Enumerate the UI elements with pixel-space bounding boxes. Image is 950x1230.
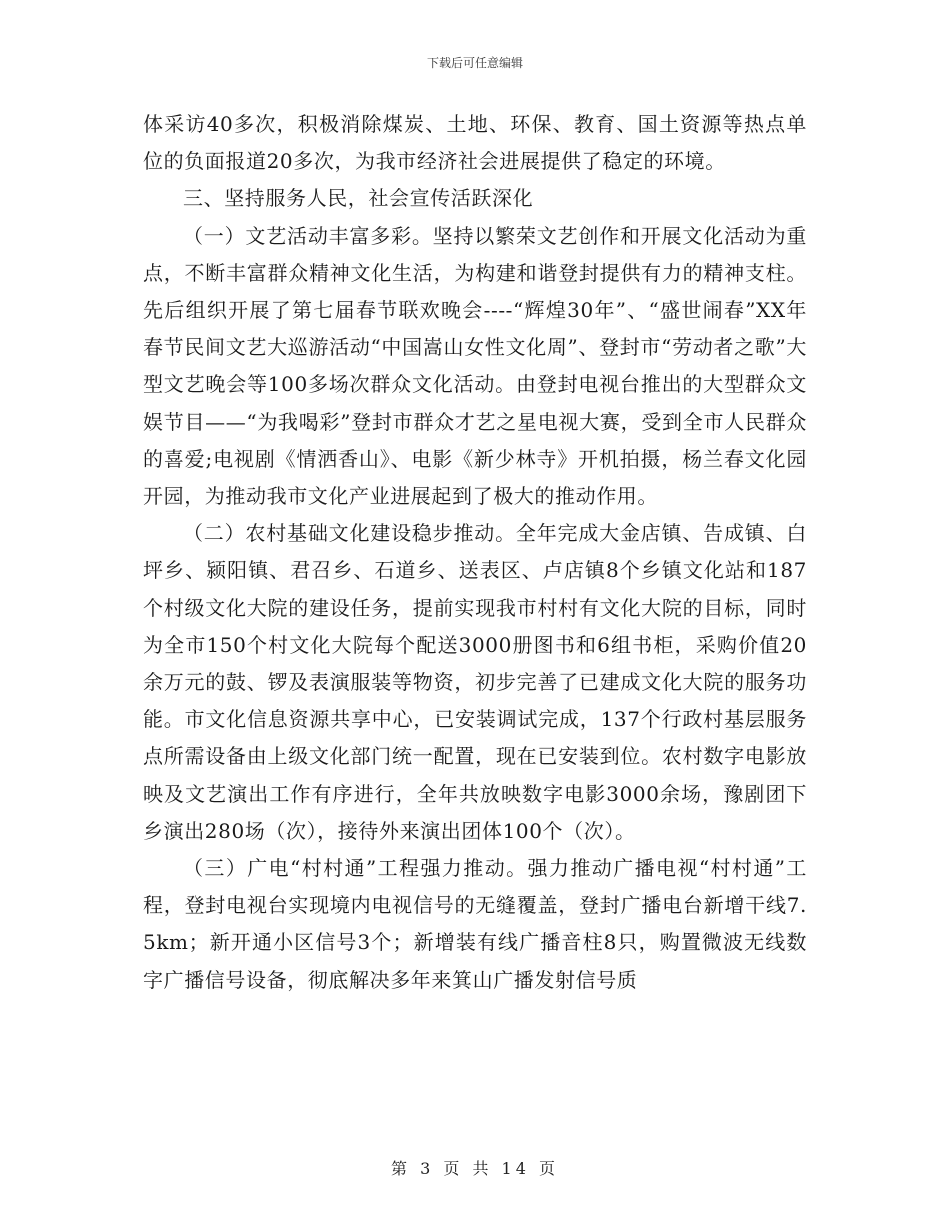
paragraph: 体采访40多次，积极消除煤炭、土地、环保、教育、国土资源等热点单位的负面报道20多次，为我市经济社会进展提供了稳定的环境。 [143, 112, 807, 174]
page-footer: 第 3 页 共 14 页 [391, 1159, 559, 1178]
body-text [143, 106, 807, 999]
paragraph: （二）农村基础文化建设稳步推动。全年完成大金店镇、告成镇、白坪乡、颍阳镇、君召乡、石道乡、送表区、卢店镇8个乡镇文化站和187个村级文化大院的建设任务，提前实现我市村村有文化大院的目标，同时为全市150个村文化大院每个配送3000册图书和6组书柜，采购价值20余万元的鼓、锣及表演服装等物资，初步完善了已建成文化大院的服务功能。市文化信息资源共享中心，已安装调试完成，137个行政村基层服务点所需设备由上级文化部门统一配置，现在已安装到位。农村数字电影放映及文艺演出工作有序进行，全年共放映数字电影3000余场，豫剧团下乡演出280场（次），接待外来演出团体100个（次）。 [143, 521, 807, 843]
paragraph: （一）文艺活动丰富多彩。坚持以繁荣文艺创作和开展文化活动为重点，不断丰富群众精神文化生活，为构建和谐登封提供有力的精神支柱。先后组织开展了第七届春节联欢晚会----“辉煌30年”、“盛世闹春”XX年春节民间文艺大巡游活动“中国嵩山女性文化周”、登封市“劳动者之歌”大型文艺晚会等100多场次群众文化活动。由登封电视台推出的大型群众文娱节目——“为我喝彩”登封市群众才艺之星电视大赛，受到全市人民群众的喜爱;电视剧《情洒香山》、电影《新少林寺》开机拍摄，杨兰春文化园开园，为推动我市文化产业进展起到了极大的推动作用。 [143, 223, 807, 509]
page-header: 下载后可任意编辑 [426, 56, 523, 70]
section-heading: 三、坚持服务人民，社会宣传活跃深化 [183, 186, 534, 211]
paragraph: （三）广电“村村通”工程强力推动。强力推动广播电视“村村通”工程，登封电视台实现境内电视信号的无缝覆盖，登封广播电台新增干线7.5km；新开通小区信号3个；新增装有线广播音柱8只，购置微波无线数字广播信号设备，彻底解决多年来箕山广播发射信号质 [143, 856, 807, 992]
